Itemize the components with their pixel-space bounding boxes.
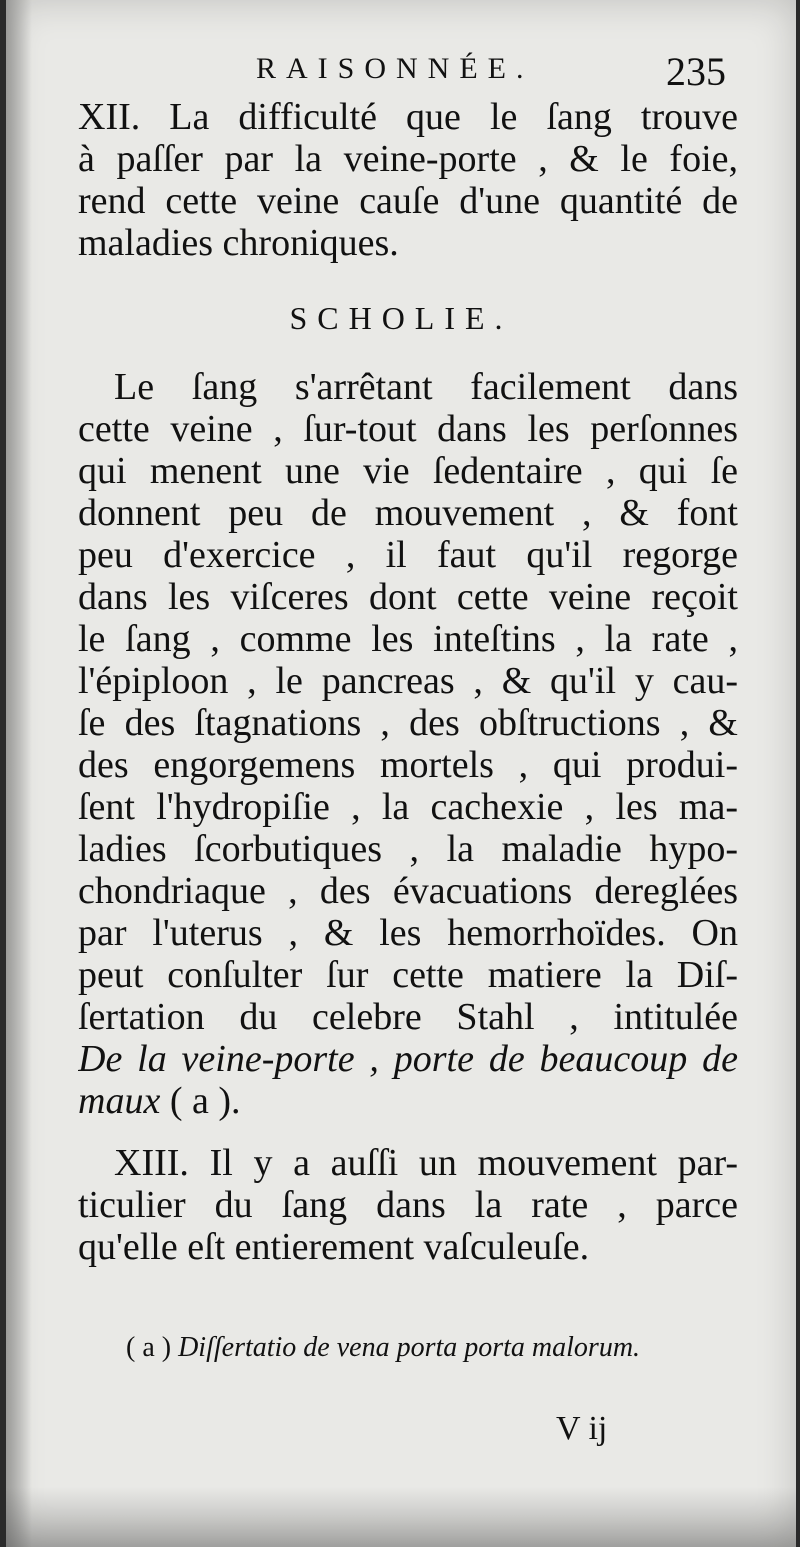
text-line: par l'uterus , & les hemorrhoïdes. On <box>78 912 738 954</box>
text-line: peu d'exercice , il faut qu'il regorge <box>78 534 738 576</box>
text-line: qui menent une vie ſedentaire , qui ſe <box>78 450 738 492</box>
text-line: XII. La difficulté que le ſang trouve <box>78 96 738 138</box>
text-line: chondriaque , des évacuations dereglées <box>78 870 738 912</box>
text-line: ticulier du ſang dans la rate , parce <box>78 1184 738 1226</box>
text-line: rend cette veine cauſe d'une quantité de <box>78 180 738 222</box>
book-page <box>6 0 796 1547</box>
text-line: peut conſulter ſur cette matiere la Diſ- <box>78 954 738 996</box>
bottom-shading <box>6 1487 796 1547</box>
page-header <box>256 49 726 94</box>
text-line: le ſang , comme les inteſtins , la rate , <box>78 618 738 660</box>
text-line: ſertation du celebre Stahl , intitulée <box>78 996 738 1038</box>
section-xii <box>78 96 738 264</box>
text-line: des engorgemens mortels , qui produi- <box>78 744 738 786</box>
text-line: ladies ſcorbutiques , la maladie hypo- <box>78 828 738 870</box>
running-head: RAISONNÉE. <box>256 52 534 85</box>
text-line: Le ſang s'arrêtant facilement dans <box>114 366 738 408</box>
footnote-text: Diſſertatio de vena porta porta malorum. <box>178 1332 641 1363</box>
footnote <box>126 1332 726 1364</box>
text-line: XIII. Il y a auſſi un mouvement par- <box>114 1142 738 1184</box>
text-line: qu'elle eſt entierement vaſculeuſe. <box>78 1226 590 1268</box>
footnote-marker: ( a ) <box>126 1332 179 1363</box>
italic-title-line: De la veine-porte , porte de beaucoup de <box>78 1038 738 1080</box>
text-line: ſe des ſtagnations , des obſtructions , & <box>78 702 738 744</box>
text-line: cette veine , ſur-tout dans les perſonnes <box>78 408 738 450</box>
scholie-paragraph <box>78 366 738 1122</box>
section-xiii <box>78 1142 738 1268</box>
text-line: ſent l'hydropiſie , la cachexie , les ma- <box>78 786 738 828</box>
page-number: 235 <box>666 49 726 94</box>
signature-mark: V ij <box>556 1410 608 1447</box>
italic-title-end: maux <box>78 1080 161 1122</box>
text-line: donnent peu de mouvement , & font <box>78 492 738 534</box>
text-line <box>78 1080 738 1122</box>
footnote-reference: ( a ). <box>160 1080 241 1122</box>
text-line: maladies chroniques. <box>78 222 399 264</box>
text-line: à paſſer par la veine-porte , & le foie, <box>78 138 738 180</box>
scholie-heading: SCHOLIE. <box>289 300 513 336</box>
text-line: dans les viſceres dont cette veine reçoit <box>78 576 738 618</box>
gutter-shadow <box>6 0 32 1547</box>
text-line: l'épiploon , le pancreas , & qu'il y cau- <box>78 660 738 702</box>
